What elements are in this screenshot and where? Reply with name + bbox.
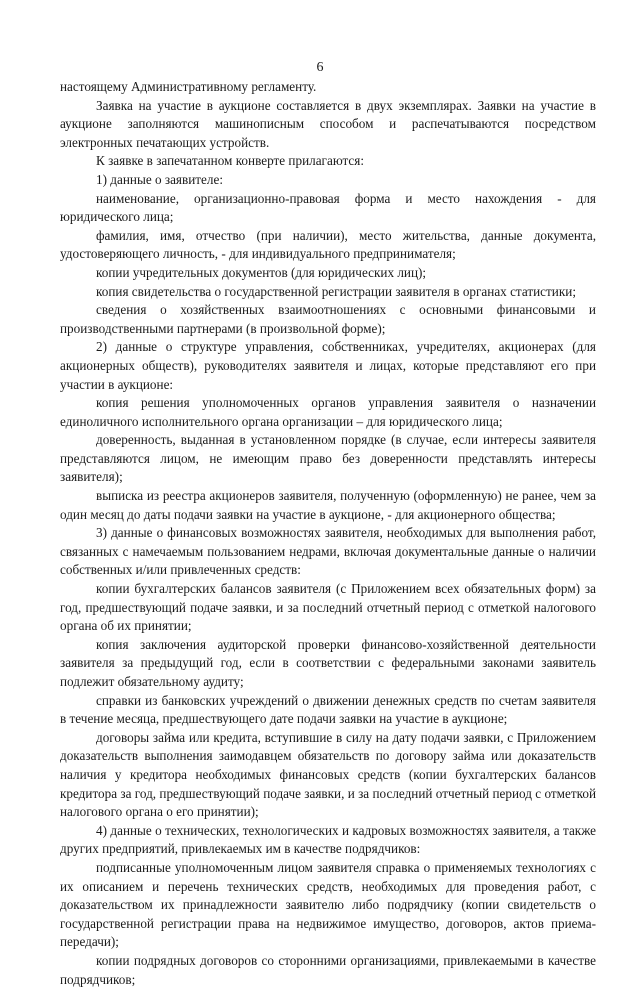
paragraph: справки из банковских учреждений о движении денежных средств по счетам заявителя в течение месяца, предшествующего дате подачи заявки на участие в аукционе; [60, 692, 596, 727]
paragraph: доверенность, выданная в установленном порядке (в случае, если интересы заявителя представляются лицом, не имеющим право без доверенности представлять интересы заявителя); [60, 432, 596, 485]
paragraph: копия заключения аудиторской проверки финансово-хозяйственной деятельности заявителя за предыдущий год, если в соответствии с федеральными законами заявитель подлежит обязательному аудиту; [60, 636, 596, 689]
paragraph: выписка из реестра акционеров заявителя, полученную (оформленную) не ранее, чем за один месяц до даты подачи заявки на участие в аукционе, - для акционерного общества; [60, 488, 596, 522]
paragraph: подписанные уполномоченным лицом заявителя справка о применяемых технологиях с их описанием и перечень технических средств, необходимых для проведения работ, с доказательством их принадлежности заявителю либо подрядчику (копии свидетельств о государственной регистрации права на недвижимое имущество, договоров, актов приема-передачи); [60, 859, 596, 950]
paragraph: копии подрядных договоров со сторонними организациями, привлекаемыми в качестве подрядчиков; [60, 952, 596, 987]
paragraph: 3) данные о финансовых возможностях заявителя, необходимых для выполнения работ, связанных с намечаемым пользованием недрами, включая документальные данные о наличии собственных и/или привлеченных средств: [60, 525, 596, 578]
paragraph: 4) данные о технических, технологических и кадровых возможностях заявителя, а также других предприятий, привлекаемых им в качестве подрядчиков: [60, 822, 596, 857]
paragraph: фамилия, имя, отчество (при наличии), место жительства, данные документа, удостоверяющего личность, - для индивидуального предпринимателя; [60, 227, 596, 262]
paragraph: копия решения уполномоченных органов управления заявителя о назначении единоличного исполнительного органа организации – для юридического лица; [60, 395, 596, 429]
paragraph: 1) данные о заявителе: [96, 171, 223, 187]
document-body [60, 78, 596, 989]
page-number: 6 [316, 60, 324, 75]
paragraph: копия свидетельства о государственной регистрации заявителя в органах статистики; [96, 283, 576, 299]
paragraph: копии учредительных документов (для юридических лиц); [96, 264, 427, 280]
paragraph: К заявке в запечатанном конверте прилагаются: [96, 153, 365, 169]
paragraph: 2) данные о структуре управления, собственниках, учредителях, акционерах (для акционерных обществ), руководителях заявителя и лицах, которые представляют его при участии в аукционе: [60, 339, 596, 392]
paragraph: договоры займа или кредита, вступившие в силу на дату подачи заявки, с Приложением доказательств выполнения заимодавцем обязательств по договору займа или доказательств наличия у кредитора необходимых финансовых средств (копии бухгалтерских балансов кредитора за год, предшествующий подаче заявки, и за последний отчетный период с отметкой налогового органа о его принятии); [60, 729, 596, 820]
paragraph: сведения о хозяйственных взаимоотношениях с основными финансовыми и производственными партнерами (в произвольной форме); [60, 302, 596, 336]
paragraph: наименование, организационно-правовая форма и место нахождения - для юридического лица; [60, 190, 596, 225]
paragraph: Заявка на участие в аукционе составляется в двух экземплярах. Заявки на участие в аукционе заполняются машинописным способом и распечатываются посредством электронных печатающих устройств. [60, 97, 596, 150]
paragraph: настоящему Административному регламенту. [60, 79, 317, 94]
paragraph: копии бухгалтерских балансов заявителя (с Приложением всех обязательных форм) за год, предшествующий подаче заявки, и за последний отчетный период с отметкой налогового органа об их принятии; [60, 581, 596, 634]
